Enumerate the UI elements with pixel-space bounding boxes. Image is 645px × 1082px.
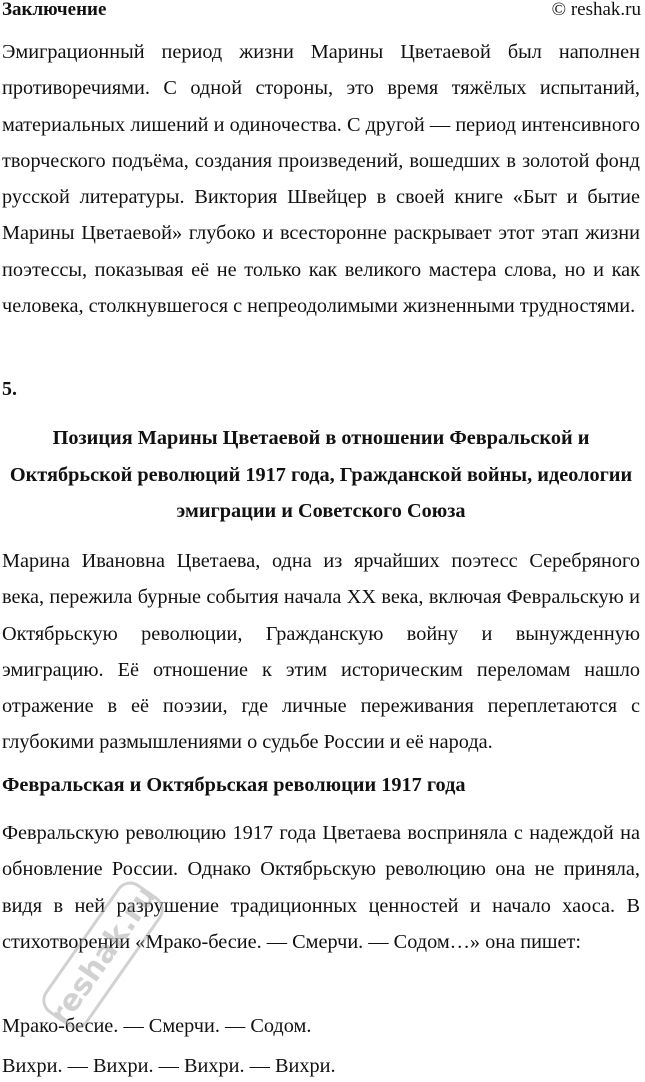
header-source: © reshak.ru xyxy=(551,0,641,20)
section-heading: Позиция Марины Цветаевой в отношении Февральской и Октябрьской революций 1917 года, Гражданской войны, идеологии эмиграции и Советского Союза xyxy=(9,427,633,522)
page-header xyxy=(2,0,641,24)
verse-line-2: Вихри. — Вихри. — Вихри. — Вихри. xyxy=(2,1055,336,1077)
section-number: 5. xyxy=(2,378,17,400)
revolution-paragraph: Февральскую революцию 1917 года Цветаева восприняла с надеждой на обновление России. Однако Октябрьскую революцию она не приняла, видя в ней разрушение традиционных ценностей и начало хаоса. В стихотворении «Мрако-бесие. — Смерчи. — Содом…» она пишет: xyxy=(2,822,640,953)
subsection-heading: Февральская и Октябрьская революции 1917 года xyxy=(2,774,466,796)
conclusion-paragraph: Эмиграционный период жизни Марины Цветаевой был наполнен противоречиями. С одной стороны, это время тяжёлых испытаний, материальных лишений и одиночества. С другой — период интенсивного творческого подъёма, создания произведений, вошедших в золотой фонд русской литературы. Виктория Швейцер в своей книге «Быт и бытие Марины Цветаевой» глубоко и всесторонне раскрывает этот этап жизни поэтессы, показывая её не только как великого мастера слова, но и как человека, столкнувшегося с непреодолимыми жизненными трудностями. xyxy=(2,41,640,318)
header-title: Заключение xyxy=(2,0,107,20)
watermark-text: reshak.ru xyxy=(42,878,165,1032)
intro-paragraph: Марина Ивановна Цветаева, одна из ярчайших поэтесс Серебряного века, пережила бурные события начала XX века, включая Февральскую и Октябрьскую революции, Гражданскую войну и вынужденную эмиграцию. Её отношение к этим историческим переломам нашло отражение в её поэзии, где личные переживания переплетаются с глубокими размышлениями о судьбе России и её народа. xyxy=(2,550,640,754)
verse-line-1: Мрако-бесие. — Смерчи. — Содом. xyxy=(2,1015,312,1037)
